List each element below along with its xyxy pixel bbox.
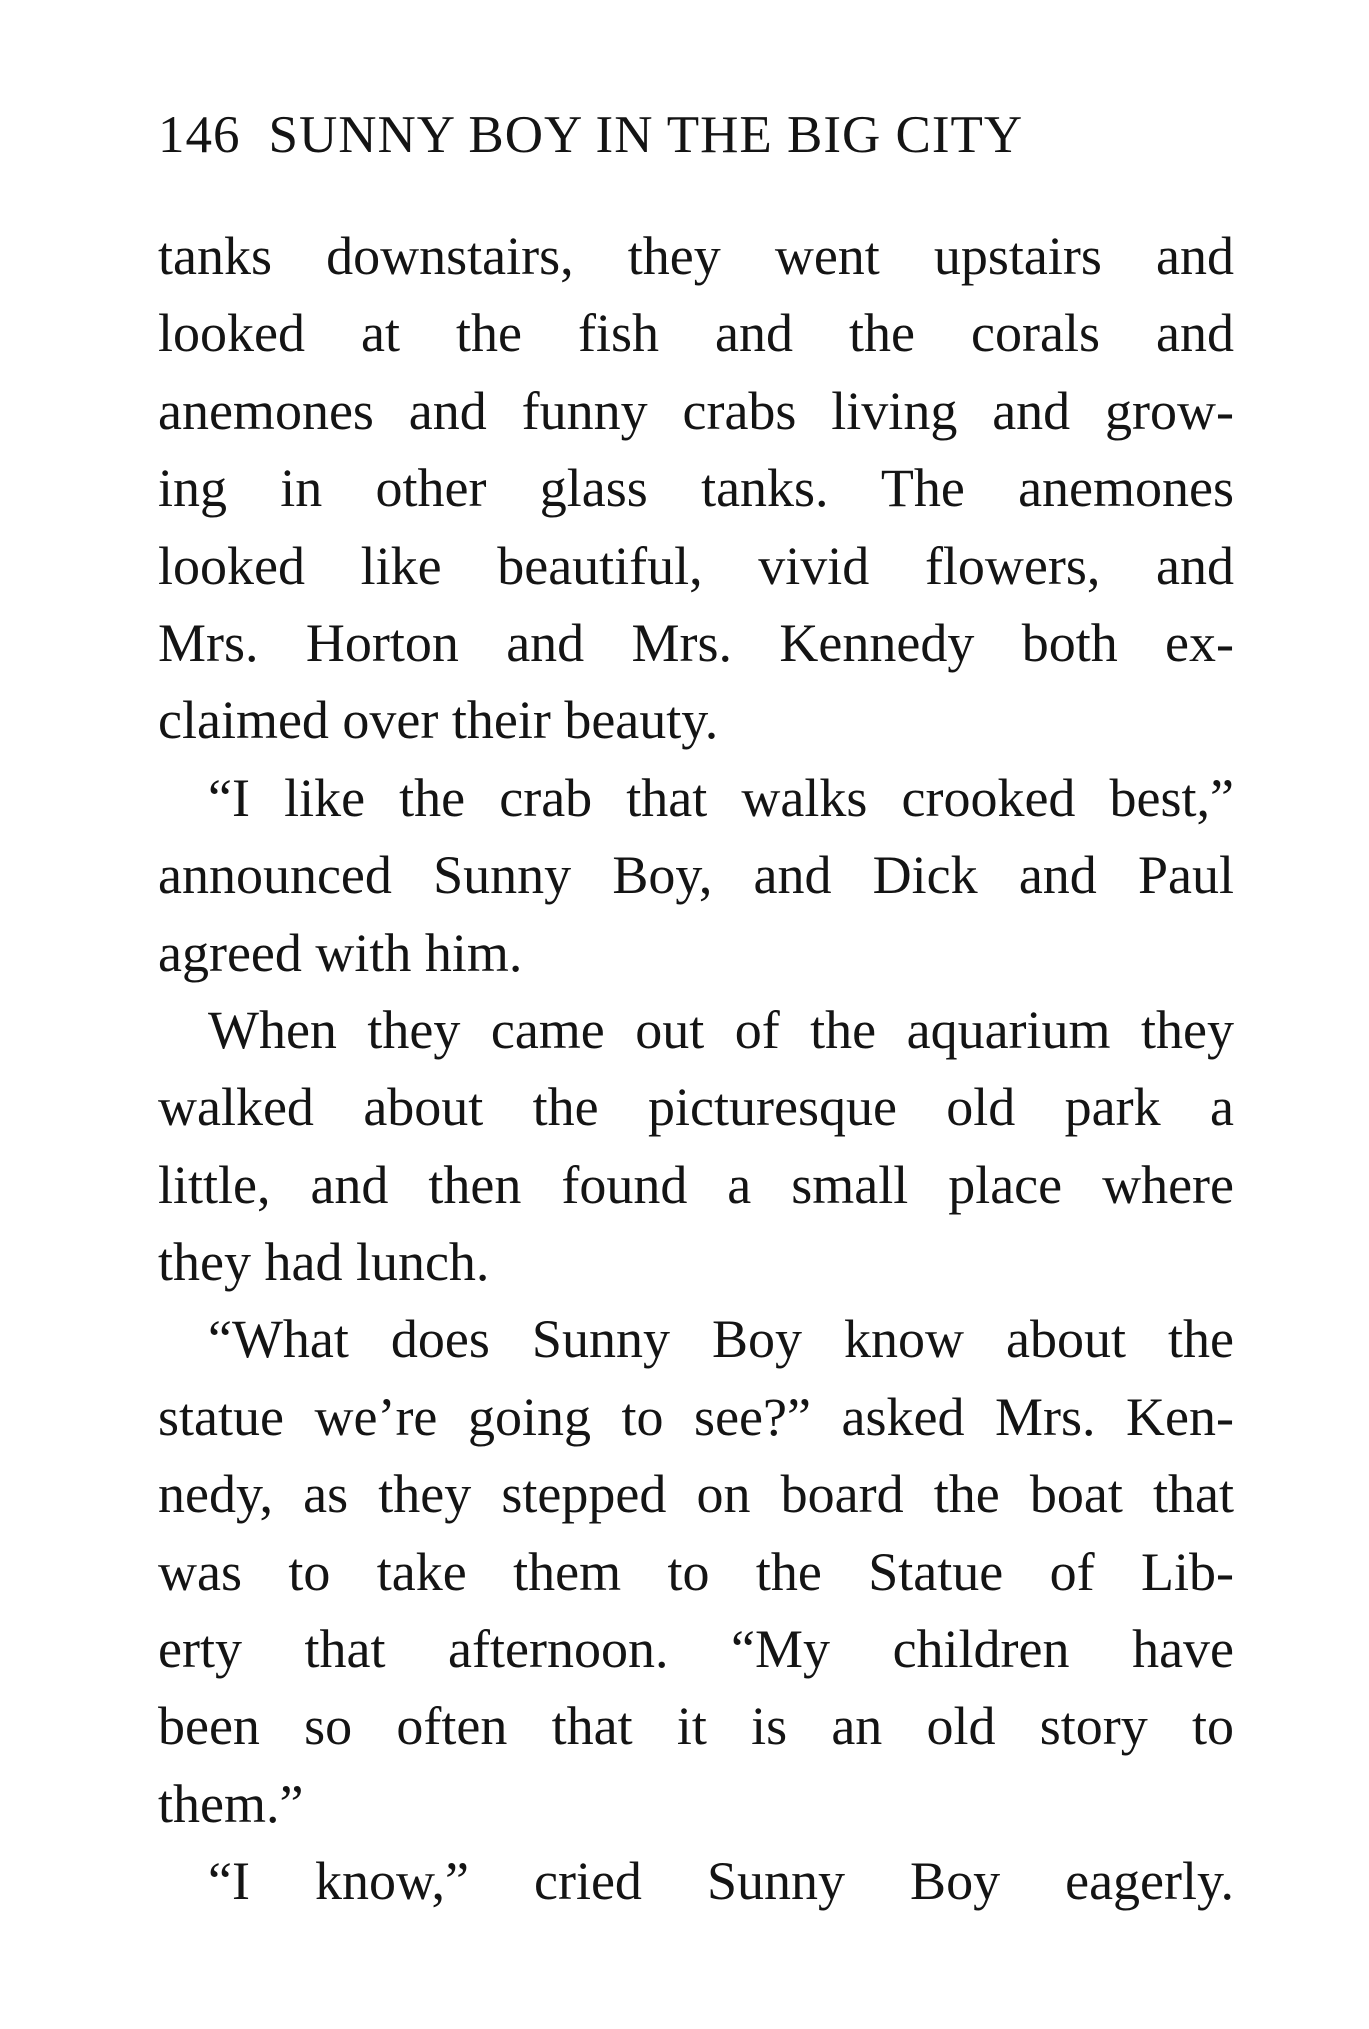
text-line: little, and then found a small place where [158, 1154, 1234, 1215]
text-line: “I know,” cried Sunny Boy eagerly. [208, 1851, 1234, 1912]
text-line: announced Sunny Boy, and Dick and Paul [158, 845, 1234, 906]
text-line: ing in other glass tanks. The anemones [158, 458, 1234, 519]
running-head [158, 100, 1238, 170]
text-line: them.” [158, 1773, 304, 1834]
body-text [158, 218, 1234, 1921]
text-line: statue we’re going to see?” asked Mrs. Ken- [158, 1386, 1234, 1447]
text-line: tanks downstairs, they went upstairs and [158, 226, 1234, 286]
text-line: looked at the fish and the corals and [158, 303, 1234, 364]
page-number: 146 [158, 106, 241, 164]
text-line: anemones and funny crabs living and grow- [158, 380, 1234, 441]
running-title: SUNNY BOY IN THE BIG CITY [268, 106, 1024, 164]
text-line: was to take them to the Statue of Lib- [158, 1541, 1234, 1602]
text-line: “What does Sunny Boy know about the [208, 1309, 1234, 1370]
text-line: When they came out of the aquarium they [208, 999, 1234, 1060]
text-line: they had lunch. [158, 1232, 490, 1293]
text-line: nedy, as they stepped on board the boat that [158, 1464, 1234, 1525]
text-line: “I like the crab that walks crooked best,” [208, 767, 1234, 828]
text-line: claimed over their beauty. [158, 690, 719, 751]
text-line: erty that afternoon. “My children have [158, 1619, 1234, 1680]
text-line: looked like beautiful, vivid flowers, and [158, 535, 1234, 596]
text-line: agreed with him. [158, 922, 523, 983]
text-line: been so often that it is an old story to [158, 1696, 1234, 1757]
text-line: Mrs. Horton and Mrs. Kennedy both ex- [158, 612, 1234, 673]
text-line: walked about the picturesque old park a [158, 1077, 1234, 1138]
